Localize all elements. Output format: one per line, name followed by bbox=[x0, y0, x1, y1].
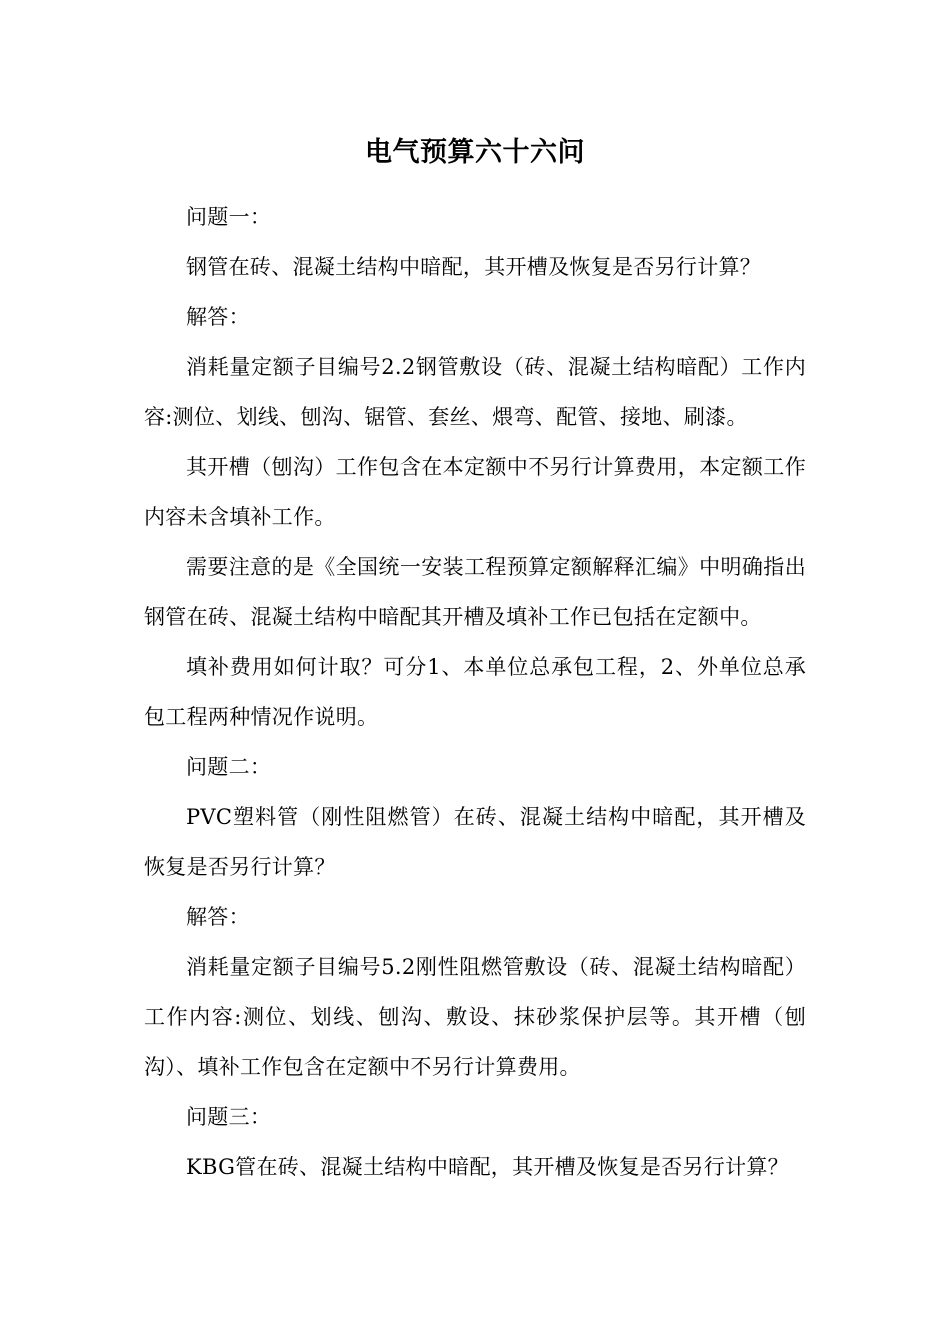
question-3-text: KBG管在砖、混凝土结构中暗配，其开槽及恢复是否另行计算？ bbox=[186, 1155, 789, 1179]
answer-1-paragraph-1: 消耗量定额子目编号2.2钢管敷设（砖、混凝土结构暗配）工作内容:测位、划线、刨沟、锯管、套丝、煨弯、配管、接地、刷漆。 bbox=[144, 355, 806, 429]
answer-1-paragraph-4: 填补费用如何计取？可分1、本单位总承包工程，2、外单位总承包工程两种情况作说明。 bbox=[144, 655, 806, 729]
question-1-text: 钢管在砖、混凝土结构中暗配，其开槽及恢复是否另行计算？ bbox=[186, 255, 762, 279]
answer-2-heading: 解答： bbox=[186, 905, 250, 929]
question-3-heading: 问题三： bbox=[186, 1105, 272, 1129]
question-1-heading: 问题一： bbox=[186, 205, 272, 229]
question-2-text: PVC塑料管（刚性阻燃管）在砖、混凝土结构中暗配，其开槽及恢复是否另行计算？ bbox=[144, 805, 806, 879]
answer-1-heading: 解答： bbox=[186, 305, 250, 329]
answer-1-paragraph-2: 其开槽（刨沟）工作包含在本定额中不另行计算费用，本定额工作内容未含填补工作。 bbox=[144, 455, 806, 529]
answer-1-paragraph-3: 需要注意的是《全国统一安装工程预算定额解释汇编》中明确指出钢管在砖、混凝土结构中暗配其开槽及填补工作已包括在定额中。 bbox=[144, 555, 806, 629]
document-title: 电气预算六十六问 bbox=[365, 137, 585, 168]
question-2-heading: 问题二： bbox=[186, 755, 272, 779]
answer-2-paragraph-1: 消耗量定额子目编号5.2刚性阻燃管敷设（砖、混凝土结构暗配）工作内容:测位、划线、刨沟、敷设、抹砂浆保护层等。其开槽（刨沟）、填补工作包含在定额中不另行计算费用。 bbox=[144, 955, 806, 1079]
document-body bbox=[144, 128, 806, 1192]
